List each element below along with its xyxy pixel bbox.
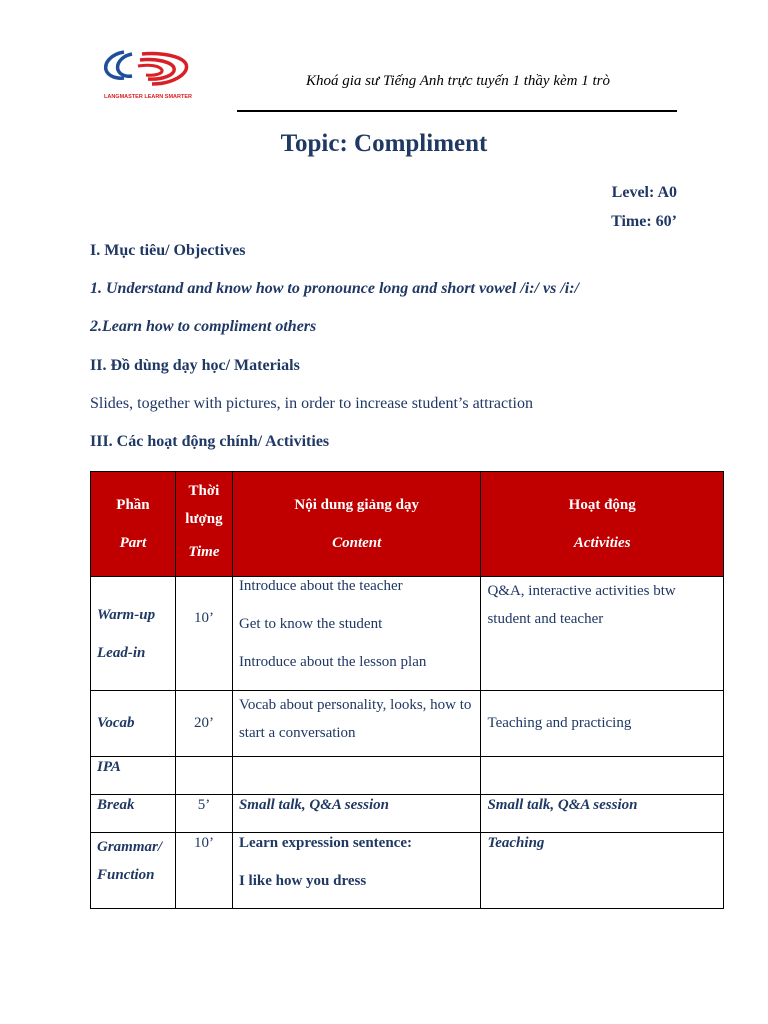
table-row: [91, 757, 724, 795]
header-time: Thời lượng Time: [175, 472, 232, 577]
table-header-row: [91, 472, 724, 577]
header-activities: Hoạt động Activities: [481, 472, 724, 577]
materials-text: Slides, together with pictures, in order to increase student’s attraction: [90, 395, 533, 412]
course-header: Khoá gia sư Tiếng Anh trực tuyến 1 thầy kèm 1 trò: [306, 73, 610, 89]
row-activities: Small talk, Q&A session: [481, 795, 724, 833]
objective-1: 1. Understand and know how to pronounce long and short vowel /i:/ vs /i:/: [90, 280, 579, 297]
table-row: [91, 577, 724, 691]
langmaster-logo: [102, 48, 194, 106]
time-label: Time: 60’: [611, 213, 677, 230]
table-row: [91, 795, 724, 833]
row-part: IPA: [91, 757, 176, 795]
logo-wordmark: LANGMASTER LEARN SMARTER: [104, 94, 192, 100]
row-content: Small talk, Q&A session: [232, 795, 481, 833]
activities-heading: III. Các hoạt động chính/ Activities: [90, 433, 330, 450]
row-time: 20’: [175, 691, 232, 757]
row-part: Vocab: [91, 691, 176, 757]
row-content: Introduce about the teacher Get to know the student Introduce about the lesson plan: [232, 577, 481, 691]
row-activities: Teaching: [481, 833, 724, 909]
row-part: Grammar/ Function: [91, 833, 176, 909]
header-divider: [237, 110, 677, 112]
table-row: [91, 691, 724, 757]
activities-table: [90, 471, 724, 909]
header-part: Phần Part: [91, 472, 176, 577]
page-title: Topic: Compliment: [280, 130, 488, 157]
row-content: Learn expression sentence: I like how you dress: [232, 833, 481, 909]
row-content: [232, 757, 481, 795]
row-activities: [481, 757, 724, 795]
row-time: [175, 757, 232, 795]
objective-2: 2.Learn how to compliment others: [90, 318, 317, 335]
row-activities: Teaching and practicing: [481, 691, 724, 757]
level-label: Level: A0: [611, 184, 677, 201]
row-time: 10’: [175, 833, 232, 909]
row-time: 10’: [175, 577, 232, 691]
header-content: Nội dung giảng dạy Content: [232, 472, 481, 577]
row-activities: Q&A, interactive activities btw student and teacher: [481, 577, 724, 691]
row-part: Warm-up Lead-in: [91, 577, 176, 691]
materials-heading: II. Đồ dùng dạy học/ Materials: [90, 357, 300, 374]
objectives-heading: I. Mục tiêu/ Objectives: [90, 242, 246, 259]
row-content: Vocab about personality, looks, how to start a conversation: [232, 691, 481, 757]
row-time: 5’: [175, 795, 232, 833]
table-row: [91, 833, 724, 909]
row-part: Break: [91, 795, 176, 833]
